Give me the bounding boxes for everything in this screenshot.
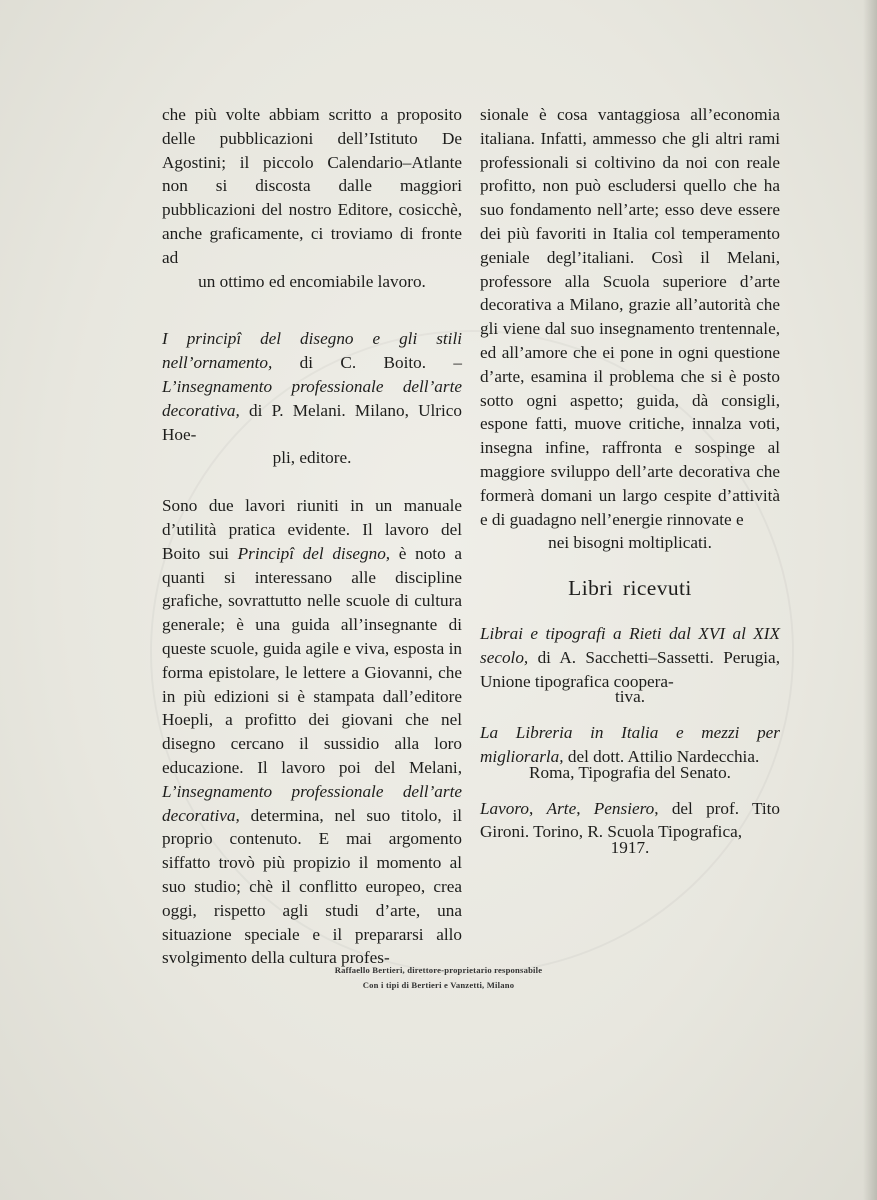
book-title-separator: , xyxy=(576,798,594,818)
book-details-last: tiva. xyxy=(614,687,646,707)
book-details-last: Roma, Tipografia del Senato. xyxy=(529,762,731,782)
continued-text: sionale è cosa vantaggiosa all’economia italiana. Infatti, ammesso che gli altri rami professionali si coltivino da noi con reale profitto, non può escludersi quello che ha suo fondamento nell’arte; esso deve essere dei più favoriti in Italia col temperamento geniale degl’italiani. Così il Melani, professore alla Scuola superiore d’arte decorativa a Milano, grazie all’autorità che gli viene dal suo insegnamento trentennale, ed all’amore che ei pone in ogni questione d’arte, esamina il problema che si è posto sotto ogni aspetto; guida, dà consigli, espone fatti, muove critiche, innalza voti, insegna infine, raffronta e sospinge al maggiore sviluppo dell’arte decorativa che formerà domani un largo cespite d’attività e di guadagno nell’energie rinnovate e xyxy=(480,105,780,529)
colophon xyxy=(0,963,877,993)
book-title: Librai e tipografi a Rieti dal XVI al XIX secolo, xyxy=(480,623,780,667)
review-body-text-1: Sono due lavori riuniti in un manuale d’utilità pratica evidente. Il lavoro del Boito sui xyxy=(162,496,462,563)
book-entry xyxy=(480,622,780,693)
review-body-title-2: L’insegnamento professionale dell’arte decorativa, xyxy=(162,781,462,825)
right-column xyxy=(480,103,780,860)
review-body-title-1: Principî del disegno, xyxy=(237,543,391,563)
review-body xyxy=(162,494,462,970)
review-title-melani: L’insegnamento professionale dell’arte decorativa, xyxy=(162,376,462,420)
continued-last-line: nei bisogni moltiplicati. xyxy=(548,533,712,553)
left-column xyxy=(162,103,462,970)
book-title-part: Pensiero xyxy=(593,798,655,818)
intro-paragraph xyxy=(162,103,462,270)
continued-paragraph xyxy=(480,103,780,531)
intro-last-line: un ottimo ed encomiabile lavoro. xyxy=(198,271,426,291)
review-last-line: pli, editore. xyxy=(272,448,352,468)
colophon-line-1: Raffaello Bertieri, direttore-proprietario responsabile xyxy=(334,965,543,975)
book-details: , del prof. Tito Gironi. Torino, R. Scuola Tipografica, xyxy=(480,798,781,842)
book-title-part: Arte xyxy=(546,798,577,818)
review-body-text-3: determina, nel suo titolo, il proprio contenuto. E mai argomento siffatto trovò più propizio il momento al suo studio; chè il conflitto europeo, crea oggi, rispetto agli studi d’arte, una situazione speciale e il prepararsi allo svolgimento della cultura profes- xyxy=(162,805,462,968)
colophon-line-2: Con i tipi di Bertieri e Vanzetti, Milano xyxy=(362,980,515,990)
review-author-melani: di P. Melani. Milano, Ulrico Hoe- xyxy=(162,400,462,444)
book-details: di A. Sacchetti–Sassetti. Perugia, Unione tipografica coopera- xyxy=(480,647,780,691)
section-heading-libri-ricevuti: Libri ricevuti xyxy=(568,576,692,601)
book-title: La Libreria in Italia e mezzi per migliorarla, xyxy=(480,723,780,766)
review-title-boito: I principî del disegno e gli stili nell’ornamento, xyxy=(162,329,462,373)
book-details-last: 1917. xyxy=(610,838,650,858)
review-entry xyxy=(162,327,462,446)
book-title-separator: , xyxy=(529,798,547,818)
intro-text: che più volte abbiam scritto a proposito delle pubblicazioni dell’Istituto De Agostini; il piccolo Calendario–Atlante non si discosta dalle maggiori pubblicazioni del nostro Editore, cosicchè, anche graficamente, ci troviamo di fronte ad xyxy=(162,105,462,267)
review-author-boito: di C. Boito. – xyxy=(272,353,462,373)
book-details: del dott. Attilio Nardecchia. xyxy=(563,746,760,766)
page-edge-shadow xyxy=(863,0,877,1200)
review-body-text-2: è noto a quanti si interessano alle discipline grafiche, sovrattutto nelle scuole di cultura generale; è una guida all’insegnante di queste scuole, guida agile e viva, esposta in forma epistolare, le lettere a Giovanni, che in più edizioni si è stampata dall’editore Hoepli, a profitto dei giovani che nel disegno cercano il sussidio alla loro educazione. Il lavoro poi del Melani, xyxy=(162,543,462,777)
book-title-part: Lavoro xyxy=(480,798,530,818)
